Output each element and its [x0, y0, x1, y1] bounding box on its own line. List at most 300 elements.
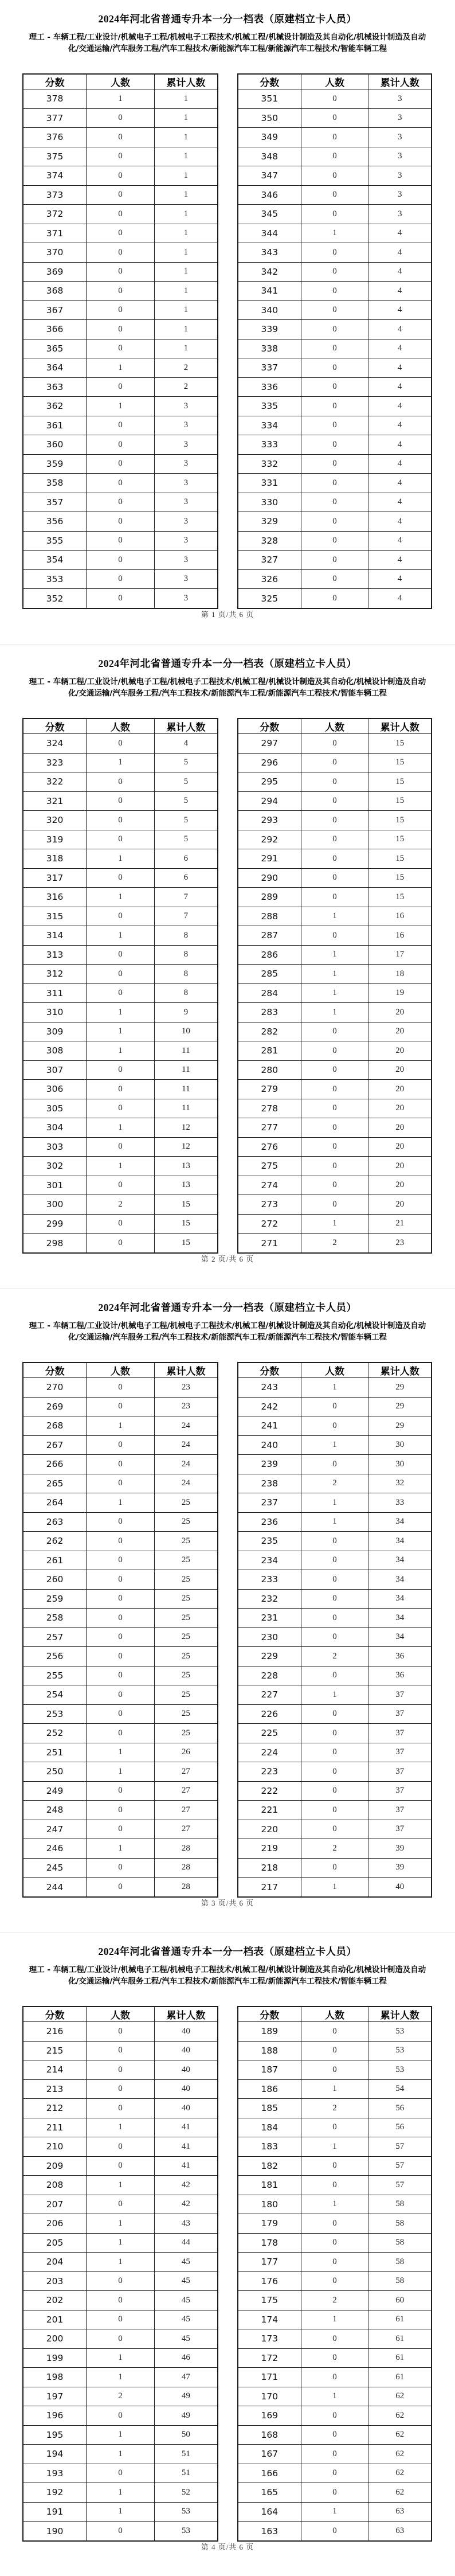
count-cell: 0 — [301, 262, 368, 282]
table-row — [238, 830, 432, 849]
cumulative-cell: 47 — [154, 2368, 218, 2387]
count-cell: 0 — [87, 1666, 155, 1685]
table-row — [23, 569, 218, 589]
table-row — [23, 1532, 218, 1551]
score-cell: 271 — [238, 1234, 301, 1254]
count-cell: 0 — [87, 1589, 155, 1609]
score-cell: 243 — [238, 1378, 301, 1398]
table-row — [238, 868, 432, 888]
count-cell: 0 — [301, 1781, 368, 1801]
count-cell: 0 — [87, 108, 155, 128]
score-cell: 300 — [23, 1195, 87, 1215]
count-cell: 0 — [87, 205, 155, 224]
score-cell: 313 — [23, 945, 87, 965]
table-row — [23, 1570, 218, 1590]
score-cell: 237 — [238, 1493, 301, 1513]
score-cell: 221 — [238, 1801, 301, 1820]
cumulative-cell: 5 — [154, 791, 218, 811]
page-3 — [0, 1288, 455, 1932]
score-cell: 278 — [238, 1099, 301, 1118]
cumulative-cell: 40 — [368, 1878, 432, 1898]
column-header: 累计人数 — [368, 719, 432, 734]
cumulative-cell: 25 — [154, 1589, 218, 1609]
score-cell: 361 — [23, 416, 87, 435]
count-cell: 0 — [301, 1099, 368, 1118]
count-cell: 0 — [301, 1060, 368, 1080]
score-cell: 326 — [238, 569, 301, 589]
cumulative-cell: 58 — [368, 2253, 432, 2272]
score-cell: 223 — [238, 1762, 301, 1782]
table-row — [23, 1781, 218, 1801]
cumulative-cell: 2 — [154, 377, 218, 397]
cumulative-cell: 37 — [368, 1724, 432, 1743]
count-cell: 0 — [87, 224, 155, 243]
cumulative-cell: 61 — [368, 2310, 432, 2329]
count-cell: 0 — [87, 166, 155, 186]
cumulative-cell: 5 — [154, 772, 218, 792]
count-cell: 0 — [301, 1589, 368, 1609]
count-cell: 2 — [301, 1474, 368, 1493]
count-cell: 1 — [301, 1003, 368, 1022]
score-cell: 364 — [23, 358, 87, 378]
table-row — [238, 1781, 432, 1801]
cumulative-cell: 24 — [154, 1416, 218, 1436]
table-row — [23, 2079, 218, 2099]
table-row — [23, 1022, 218, 1041]
count-cell: 0 — [301, 849, 368, 869]
score-cell: 207 — [23, 2195, 87, 2214]
score-cell: 233 — [238, 1570, 301, 1590]
cumulative-cell: 3 — [154, 589, 218, 609]
score-cell: 293 — [238, 811, 301, 830]
count-cell: 0 — [301, 2368, 368, 2387]
count-cell: 0 — [301, 2156, 368, 2176]
score-cell: 328 — [238, 531, 301, 551]
table-row — [23, 1099, 218, 1118]
table-row — [23, 1176, 218, 1195]
count-cell: 0 — [87, 282, 155, 301]
column-header: 累计人数 — [368, 1363, 432, 1378]
table-row — [238, 377, 432, 397]
table-row — [238, 2522, 432, 2542]
table-row — [238, 2502, 432, 2522]
table-row — [23, 2502, 218, 2522]
count-cell: 0 — [87, 1704, 155, 1724]
score-cell: 368 — [23, 282, 87, 301]
count-cell: 0 — [87, 772, 155, 792]
score-cell: 204 — [23, 2253, 87, 2272]
table-row — [23, 945, 218, 965]
table-row — [23, 454, 218, 474]
score-table-left — [22, 2006, 218, 2542]
cumulative-cell: 1 — [154, 108, 218, 128]
cumulative-cell: 1 — [154, 89, 218, 109]
count-cell: 0 — [87, 1378, 155, 1398]
count-cell: 0 — [301, 753, 368, 772]
cumulative-cell: 25 — [154, 1570, 218, 1590]
count-cell: 0 — [301, 2522, 368, 2542]
table-row — [23, 1743, 218, 1762]
cumulative-cell: 4 — [368, 224, 432, 243]
cumulative-cell: 46 — [154, 2348, 218, 2368]
cumulative-cell: 29 — [368, 1378, 432, 1398]
table-row — [23, 1003, 218, 1022]
score-cell: 371 — [23, 224, 87, 243]
header-row — [23, 1363, 218, 1378]
count-cell: 0 — [87, 589, 155, 609]
table-row — [238, 1589, 432, 1609]
count-cell: 0 — [87, 454, 155, 474]
cumulative-cell: 62 — [368, 2425, 432, 2445]
score-cell: 164 — [238, 2502, 301, 2522]
score-cell: 294 — [238, 791, 301, 811]
table-row — [238, 454, 432, 474]
table-row — [23, 2445, 218, 2464]
cumulative-cell: 13 — [154, 1176, 218, 1195]
score-cell: 200 — [23, 2329, 87, 2349]
count-cell: 0 — [301, 512, 368, 532]
table-row — [238, 1435, 432, 1455]
table-row — [238, 1195, 432, 1215]
table-row — [238, 1493, 432, 1513]
cumulative-cell: 62 — [368, 2387, 432, 2406]
cumulative-cell: 1 — [154, 166, 218, 186]
count-cell: 0 — [301, 888, 368, 907]
cumulative-cell: 21 — [368, 1214, 432, 1234]
table-row — [23, 868, 218, 888]
score-cell: 355 — [23, 531, 87, 551]
count-cell: 0 — [87, 339, 155, 358]
cumulative-cell: 45 — [154, 2310, 218, 2329]
cumulative-cell: 27 — [154, 1801, 218, 1820]
cumulative-cell: 1 — [154, 282, 218, 301]
cumulative-cell: 37 — [368, 1820, 432, 1839]
cumulative-cell: 34 — [368, 1627, 432, 1647]
cumulative-cell: 20 — [368, 1060, 432, 1080]
score-cell: 196 — [23, 2406, 87, 2426]
count-cell: 0 — [87, 416, 155, 435]
count-cell: 0 — [87, 128, 155, 147]
cumulative-cell: 32 — [368, 1474, 432, 1493]
table-row — [23, 1820, 218, 1839]
cumulative-cell: 25 — [154, 1493, 218, 1513]
table-row — [23, 2464, 218, 2483]
cumulative-cell: 4 — [368, 474, 432, 493]
table-row — [238, 205, 432, 224]
score-cell: 284 — [238, 983, 301, 1003]
table-row — [238, 2387, 432, 2406]
table-row — [238, 1455, 432, 1474]
score-cell: 212 — [23, 2099, 87, 2118]
count-cell: 0 — [87, 1474, 155, 1493]
score-cell: 186 — [238, 2079, 301, 2099]
cumulative-cell: 45 — [154, 2253, 218, 2272]
count-cell: 0 — [87, 1137, 155, 1157]
cumulative-cell: 1 — [154, 205, 218, 224]
score-cell: 181 — [238, 2176, 301, 2195]
count-cell: 0 — [301, 2445, 368, 2464]
score-cell: 170 — [238, 2387, 301, 2406]
table-row — [23, 147, 218, 166]
cumulative-cell: 3 — [368, 185, 432, 205]
score-cell: 235 — [238, 1532, 301, 1551]
cumulative-cell: 40 — [154, 2041, 218, 2060]
cumulative-cell: 39 — [368, 1858, 432, 1878]
cumulative-cell: 11 — [154, 1099, 218, 1118]
score-cell: 318 — [23, 849, 87, 869]
cumulative-cell: 8 — [154, 926, 218, 946]
count-cell: 1 — [87, 1041, 155, 1061]
score-cell: 281 — [238, 1041, 301, 1061]
cumulative-cell: 4 — [368, 512, 432, 532]
table-row — [23, 1647, 218, 1666]
table-row — [238, 569, 432, 589]
page-subtitle: 理工 - 车辆工程/工业设计/机械电子工程/机械电子工程技术/机械工程/机械设计制造及其自动化/机械设计制造及自动化/交通运输/汽车服务工程/汽车工程技术/新能源汽车工程/新能源汽车工程技术/智能车辆工程 — [29, 1965, 426, 1986]
count-cell: 0 — [301, 1609, 368, 1628]
cumulative-cell: 3 — [154, 474, 218, 493]
score-cell: 279 — [238, 1080, 301, 1099]
count-cell: 0 — [301, 108, 368, 128]
score-cell: 358 — [23, 474, 87, 493]
table-row — [238, 1858, 432, 1878]
cumulative-cell: 5 — [154, 830, 218, 849]
table-row — [238, 262, 432, 282]
table-row — [238, 2041, 432, 2060]
cumulative-cell: 34 — [368, 1570, 432, 1590]
score-cell: 198 — [23, 2368, 87, 2387]
score-cell: 366 — [23, 320, 87, 339]
page-title: 2024年河北省普通专升本一分一档表（原建档立卡人员） — [98, 1946, 357, 1957]
cumulative-cell: 52 — [154, 2483, 218, 2503]
score-cell: 304 — [23, 1118, 87, 1138]
table-row — [238, 1627, 432, 1647]
count-cell: 0 — [87, 1176, 155, 1195]
score-cell: 369 — [23, 262, 87, 282]
cumulative-cell: 1 — [154, 185, 218, 205]
table-row — [238, 1022, 432, 1041]
score-cell: 187 — [238, 2060, 301, 2080]
table-row — [23, 416, 218, 435]
cumulative-cell: 12 — [154, 1137, 218, 1157]
score-cell: 291 — [238, 849, 301, 869]
table-row — [238, 2099, 432, 2118]
score-cell: 273 — [238, 1195, 301, 1215]
score-cell: 269 — [23, 1397, 87, 1416]
score-cell: 277 — [238, 1118, 301, 1138]
table-row — [23, 2156, 218, 2176]
count-cell: 0 — [87, 2022, 155, 2042]
cumulative-cell: 4 — [368, 416, 432, 435]
score-cell: 245 — [23, 1858, 87, 1878]
cumulative-cell: 25 — [154, 1532, 218, 1551]
cumulative-cell: 58 — [368, 2271, 432, 2291]
cumulative-cell: 37 — [368, 1743, 432, 1762]
table-row — [238, 2022, 432, 2042]
cumulative-cell: 4 — [368, 300, 432, 320]
column-header: 分数 — [23, 1363, 87, 1378]
table-row — [23, 1762, 218, 1782]
table-row — [23, 435, 218, 455]
count-cell: 0 — [87, 2291, 155, 2310]
score-cell: 215 — [23, 2041, 87, 2060]
cumulative-cell: 49 — [154, 2387, 218, 2406]
score-cell: 224 — [238, 1743, 301, 1762]
count-cell: 1 — [87, 926, 155, 946]
table-row — [238, 1474, 432, 1493]
table-row — [238, 2425, 432, 2445]
cumulative-cell: 41 — [154, 2118, 218, 2137]
count-cell: 0 — [301, 2022, 368, 2042]
count-cell: 0 — [301, 772, 368, 792]
cumulative-cell: 27 — [154, 1762, 218, 1782]
cumulative-cell: 42 — [154, 2176, 218, 2195]
score-cell: 334 — [238, 416, 301, 435]
table-row — [238, 282, 432, 301]
count-cell: 0 — [301, 1743, 368, 1762]
table-row — [23, 1878, 218, 1898]
cumulative-cell: 15 — [368, 811, 432, 830]
score-cell: 247 — [23, 1820, 87, 1839]
table-row — [238, 108, 432, 128]
header-row — [238, 74, 432, 89]
cumulative-cell: 4 — [368, 339, 432, 358]
cumulative-cell: 40 — [154, 2060, 218, 2080]
table-row — [23, 1137, 218, 1157]
table-row — [238, 734, 432, 754]
score-cell: 338 — [238, 339, 301, 358]
count-cell: 0 — [301, 1820, 368, 1839]
count-cell: 0 — [301, 2483, 368, 2503]
count-cell: 0 — [301, 358, 368, 378]
table-row — [238, 1003, 432, 1022]
score-cell: 163 — [238, 2522, 301, 2542]
count-cell: 1 — [87, 2348, 155, 2368]
table-row — [23, 2329, 218, 2349]
table-row — [23, 397, 218, 416]
table-row — [23, 753, 218, 772]
count-cell: 0 — [301, 1455, 368, 1474]
count-cell: 1 — [87, 2118, 155, 2137]
score-cell: 289 — [238, 888, 301, 907]
table-row — [238, 1878, 432, 1898]
column-header: 人数 — [87, 74, 155, 89]
count-cell: 0 — [301, 791, 368, 811]
cumulative-cell: 20 — [368, 1195, 432, 1215]
score-cell: 216 — [23, 2022, 87, 2042]
count-cell: 1 — [87, 2253, 155, 2272]
score-cell: 266 — [23, 1455, 87, 1474]
table-row — [238, 1234, 432, 1254]
cumulative-cell: 62 — [368, 2483, 432, 2503]
header-row — [238, 719, 432, 734]
count-cell: 0 — [301, 147, 368, 166]
table-row — [238, 224, 432, 243]
count-cell: 0 — [301, 811, 368, 830]
table-row — [23, 2387, 218, 2406]
table-row — [238, 1685, 432, 1705]
table-row — [238, 965, 432, 984]
count-cell: 0 — [301, 1858, 368, 1878]
table-row — [238, 2079, 432, 2099]
score-cell: 283 — [238, 1003, 301, 1022]
cumulative-cell: 1 — [154, 320, 218, 339]
cumulative-cell: 50 — [154, 2425, 218, 2445]
score-cell: 220 — [238, 1820, 301, 1839]
column-header: 人数 — [87, 1363, 155, 1378]
score-cell: 335 — [238, 397, 301, 416]
table-row — [238, 772, 432, 792]
count-cell: 1 — [87, 397, 155, 416]
count-cell: 1 — [87, 1839, 155, 1859]
score-cell: 301 — [23, 1176, 87, 1195]
cumulative-cell: 41 — [154, 2137, 218, 2157]
count-cell: 0 — [87, 965, 155, 984]
cumulative-cell: 63 — [368, 2502, 432, 2522]
count-cell: 0 — [87, 1685, 155, 1705]
column-header: 人数 — [87, 2007, 155, 2022]
score-cell: 251 — [23, 1743, 87, 1762]
count-cell: 0 — [87, 734, 155, 754]
count-cell: 1 — [301, 1878, 368, 1898]
cumulative-cell: 4 — [368, 531, 432, 551]
table-row — [23, 2176, 218, 2195]
score-cell: 261 — [23, 1551, 87, 1570]
table-row — [23, 2406, 218, 2426]
cumulative-cell: 29 — [368, 1397, 432, 1416]
score-cell: 260 — [23, 1570, 87, 1590]
score-cell: 298 — [23, 1234, 87, 1254]
table-row — [238, 2060, 432, 2080]
score-cell: 343 — [238, 243, 301, 263]
cumulative-cell: 61 — [368, 2329, 432, 2349]
cumulative-cell: 2 — [154, 358, 218, 378]
table-row — [23, 1041, 218, 1061]
score-cell: 256 — [23, 1647, 87, 1666]
score-cell: 182 — [238, 2156, 301, 2176]
count-cell: 0 — [301, 300, 368, 320]
cumulative-cell: 53 — [368, 2022, 432, 2042]
score-cell: 232 — [238, 1589, 301, 1609]
count-cell: 0 — [87, 2271, 155, 2291]
score-cell: 296 — [238, 753, 301, 772]
table-row — [23, 772, 218, 792]
count-cell: 0 — [301, 320, 368, 339]
table-row — [23, 2195, 218, 2214]
count-cell: 1 — [87, 1157, 155, 1176]
column-header: 分数 — [238, 719, 301, 734]
score-cell: 195 — [23, 2425, 87, 2445]
cumulative-cell: 4 — [368, 377, 432, 397]
count-cell: 1 — [87, 2214, 155, 2234]
score-table-left — [22, 73, 218, 609]
table-row — [23, 983, 218, 1003]
score-cell: 370 — [23, 243, 87, 263]
table-row — [23, 1589, 218, 1609]
score-table-left — [22, 1362, 218, 1898]
score-cell: 205 — [23, 2233, 87, 2253]
score-cell: 309 — [23, 1022, 87, 1041]
score-cell: 342 — [238, 262, 301, 282]
table-row — [23, 2041, 218, 2060]
page-subtitle: 理工 - 车辆工程/工业设计/机械电子工程/机械电子工程技术/机械工程/机械设计制造及其自动化/机械设计制造及自动化/交通运输/汽车服务工程/汽车工程技术/新能源汽车工程/新能源汽车工程技术/智能车辆工程 — [29, 33, 426, 53]
cumulative-cell: 25 — [154, 1666, 218, 1685]
cumulative-cell: 3 — [154, 435, 218, 455]
header-row — [238, 1363, 432, 1378]
cumulative-cell: 27 — [154, 1820, 218, 1839]
count-cell: 1 — [87, 1743, 155, 1762]
score-cell: 178 — [238, 2233, 301, 2253]
count-cell: 0 — [87, 811, 155, 830]
